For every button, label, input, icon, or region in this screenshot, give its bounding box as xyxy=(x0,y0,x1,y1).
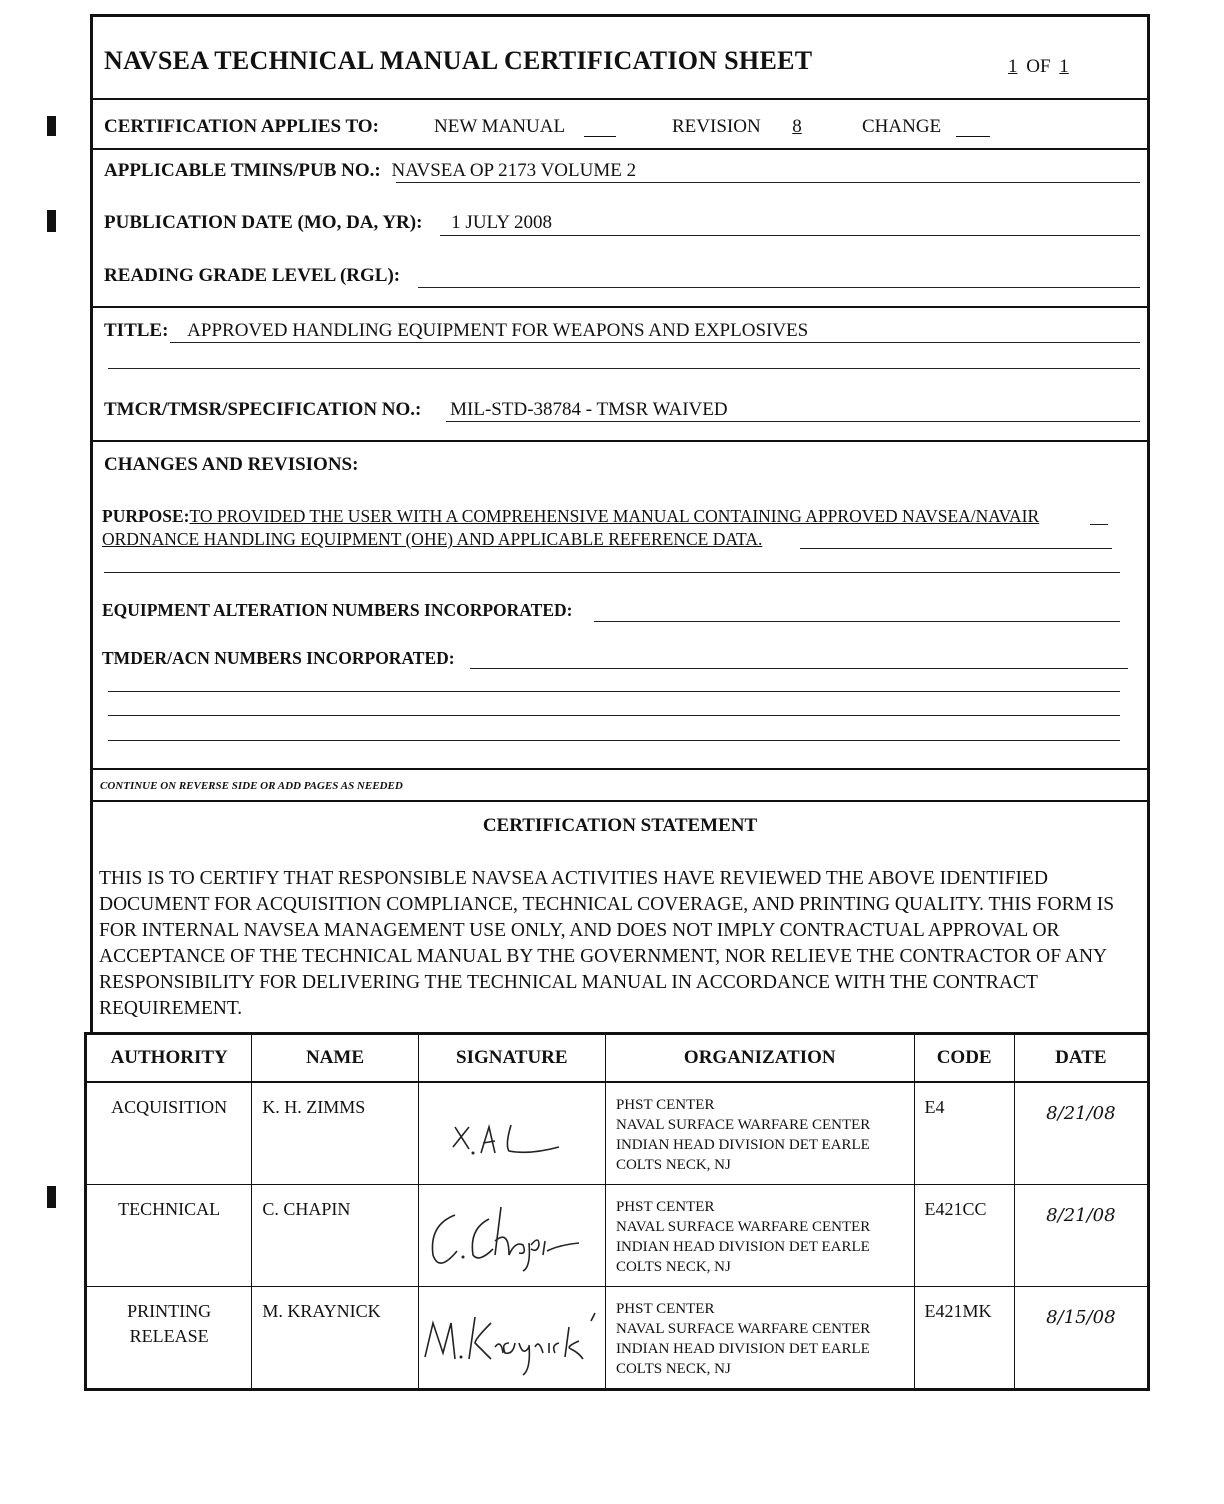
column-header: DATE xyxy=(1014,1034,1148,1083)
field-underline xyxy=(440,235,1140,236)
purpose-field xyxy=(102,505,1122,551)
rgl-label: READING GRADE LEVEL (RGL): xyxy=(104,265,401,286)
title-label: TITLE: xyxy=(104,320,169,341)
signature-cell xyxy=(418,1185,605,1287)
authority-line: PRINTING xyxy=(127,1301,212,1321)
org-line: NAVAL SURFACE WARFARE CENTER xyxy=(615,1219,871,1235)
date-cell: 8/21/08 xyxy=(1014,1185,1148,1287)
field-underline xyxy=(1090,524,1108,525)
change-bar xyxy=(47,1186,56,1208)
tmins-label: APPLICABLE TMINS/PUB NO.: xyxy=(104,160,381,181)
field-underline xyxy=(446,421,1140,422)
org-line: PHST CENTER xyxy=(615,1097,715,1113)
new-manual-label: NEW MANUAL xyxy=(434,116,566,137)
signature-cell xyxy=(418,1287,605,1390)
code-cell: E421MK xyxy=(914,1287,1014,1390)
organization-cell xyxy=(605,1287,914,1390)
tmins-field xyxy=(104,160,636,182)
divider xyxy=(92,98,1148,100)
code-cell: E421CC xyxy=(914,1185,1014,1287)
field-underline xyxy=(396,182,1140,183)
authority-cell: ACQUISITION xyxy=(86,1082,252,1185)
org-line: PHST CENTER xyxy=(615,1199,715,1215)
column-header: NAME xyxy=(252,1034,418,1083)
column-header: CODE xyxy=(914,1034,1014,1083)
org-line: INDIAN HEAD DIVISION DET EARLE xyxy=(615,1239,870,1255)
page-count xyxy=(1000,56,1077,78)
title-value: APPROVED HANDLING EQUIPMENT FOR WEAPONS AND EXPLOSIVES xyxy=(187,320,809,341)
org-line: NAVAL SURFACE WARFARE CENTER xyxy=(615,1321,871,1337)
divider xyxy=(92,440,1148,442)
name-cell: M. KRAYNICK xyxy=(252,1287,418,1390)
table-row xyxy=(86,1082,1149,1185)
divider xyxy=(92,148,1148,150)
organization-cell xyxy=(605,1082,914,1185)
org-line: NAVAL SURFACE WARFARE CENTER xyxy=(615,1117,871,1133)
name-cell: C. CHAPIN xyxy=(252,1185,418,1287)
pubdate-label: PUBLICATION DATE (MO, DA, YR): xyxy=(104,212,423,233)
equipment-label: EQUIPMENT ALTERATION NUMBERS INCORPORATED: xyxy=(102,600,573,620)
pubdate-value: 1 JULY 2008 xyxy=(451,212,553,233)
tmins-value: NAVSEA OP 2173 VOLUME 2 xyxy=(391,160,637,181)
org-line: INDIAN HEAD DIVISION DET EARLE xyxy=(615,1341,870,1357)
change-bar xyxy=(47,116,56,136)
page-of-label: OF xyxy=(1026,56,1051,77)
form-title: NAVSEA TECHNICAL MANUAL CERTIFICATION SHEET xyxy=(104,46,813,75)
date-cell: 8/21/08 xyxy=(1014,1082,1148,1185)
page-number: 1 xyxy=(1008,56,1018,77)
purpose-line-1: TO PROVIDED THE USER WITH A COMPREHENSIVE MANUAL CONTAINING APPROVED NAVSEA/NAVAIR xyxy=(189,506,1040,526)
column-header: ORGANIZATION xyxy=(605,1034,914,1083)
column-header: SIGNATURE xyxy=(418,1034,605,1083)
change-blank xyxy=(956,136,990,137)
code-cell: E4 xyxy=(914,1082,1014,1185)
signature-image xyxy=(419,1185,605,1281)
field-underline xyxy=(594,621,1120,622)
date-cell: 8/15/08 xyxy=(1014,1287,1148,1390)
organization-cell xyxy=(605,1185,914,1287)
table-header-row xyxy=(86,1034,1149,1083)
field-underline xyxy=(108,740,1120,741)
field-underline xyxy=(108,715,1120,716)
continue-note: CONTINUE ON REVERSE SIDE OR ADD PAGES AS NEEDED xyxy=(100,780,403,792)
pubdate-field xyxy=(104,212,552,234)
field-underline xyxy=(418,287,1140,288)
table-row xyxy=(86,1185,1149,1287)
divider xyxy=(92,306,1148,308)
signature-cell xyxy=(418,1082,605,1185)
signature-table xyxy=(84,1032,1150,1391)
statement-text: THIS IS TO CERTIFY THAT RESPONSIBLE NAVSEA ACTIVITIES HAVE REVIEWED THE ABOVE IDENTIFIED DOCUMENT FOR ACQUISITION COMPLIANCE, TECHNICAL COVERAGE, AND PRINTING QUALITY. THIS FORM IS FOR INTERNAL NAVSEA MANAGEMENT USE ONLY, AND DOES NOT IMPLY CONTRACTUAL APPROVAL OR ACCEPTANCE OF THE TECHNICAL MANUAL BY THE GOVERNMENT, NOR RELIEVE THE CONTRACTOR OF ANY RESPONSIBILITY FOR DELIVERING THE TECHNICAL MANUAL IN ACCORDANCE WITH THE CONTRACT REQUIREMENT. xyxy=(99,868,1115,1019)
org-line: COLTS NECK, NJ xyxy=(615,1157,731,1173)
org-line: COLTS NECK, NJ xyxy=(615,1259,731,1275)
tmcr-value: MIL-STD-38784 - TMSR WAIVED xyxy=(450,399,728,420)
field-underline xyxy=(104,572,1120,573)
field-underline xyxy=(170,342,1140,343)
purpose-label: PURPOSE: xyxy=(102,506,190,526)
change-label: CHANGE xyxy=(862,116,942,137)
org-line: INDIAN HEAD DIVISION DET EARLE xyxy=(615,1137,870,1153)
authority-cell: TECHNICAL xyxy=(86,1185,252,1287)
org-line: PHST CENTER xyxy=(615,1301,715,1317)
divider xyxy=(92,800,1148,802)
signature-image xyxy=(419,1083,605,1179)
purpose-line-2: ORDNANCE HANDLING EQUIPMENT (OHE) AND APPLICABLE REFERENCE DATA. xyxy=(102,529,763,549)
tmder-label: TMDER/ACN NUMBERS INCORPORATED: xyxy=(102,648,455,668)
revision-label: REVISION xyxy=(672,116,761,137)
changes-heading: CHANGES AND REVISIONS: xyxy=(104,454,359,475)
table-row xyxy=(86,1287,1149,1390)
field-underline xyxy=(108,368,1140,369)
title-field xyxy=(104,320,808,342)
divider xyxy=(92,768,1148,770)
field-underline xyxy=(800,548,1112,549)
applies-label: CERTIFICATION APPLIES TO: xyxy=(104,116,379,137)
field-underline xyxy=(108,691,1120,692)
tmcr-label: TMCR/TMSR/SPECIFICATION NO.: xyxy=(104,399,422,420)
signature-image xyxy=(419,1287,605,1383)
revision-value: 8 xyxy=(792,116,802,137)
page-total: 1 xyxy=(1059,56,1069,77)
new-manual-blank xyxy=(584,136,616,137)
change-bar xyxy=(47,210,56,232)
field-underline xyxy=(470,668,1128,669)
statement-heading: CERTIFICATION STATEMENT xyxy=(482,815,758,836)
authority-cell xyxy=(86,1287,252,1390)
name-cell: K. H. ZIMMS xyxy=(252,1082,418,1185)
applies-row xyxy=(104,116,1144,138)
tmcr-field xyxy=(104,399,728,421)
authority-line: RELEASE xyxy=(129,1326,209,1346)
column-header: AUTHORITY xyxy=(86,1034,252,1083)
org-line: COLTS NECK, NJ xyxy=(615,1361,731,1377)
